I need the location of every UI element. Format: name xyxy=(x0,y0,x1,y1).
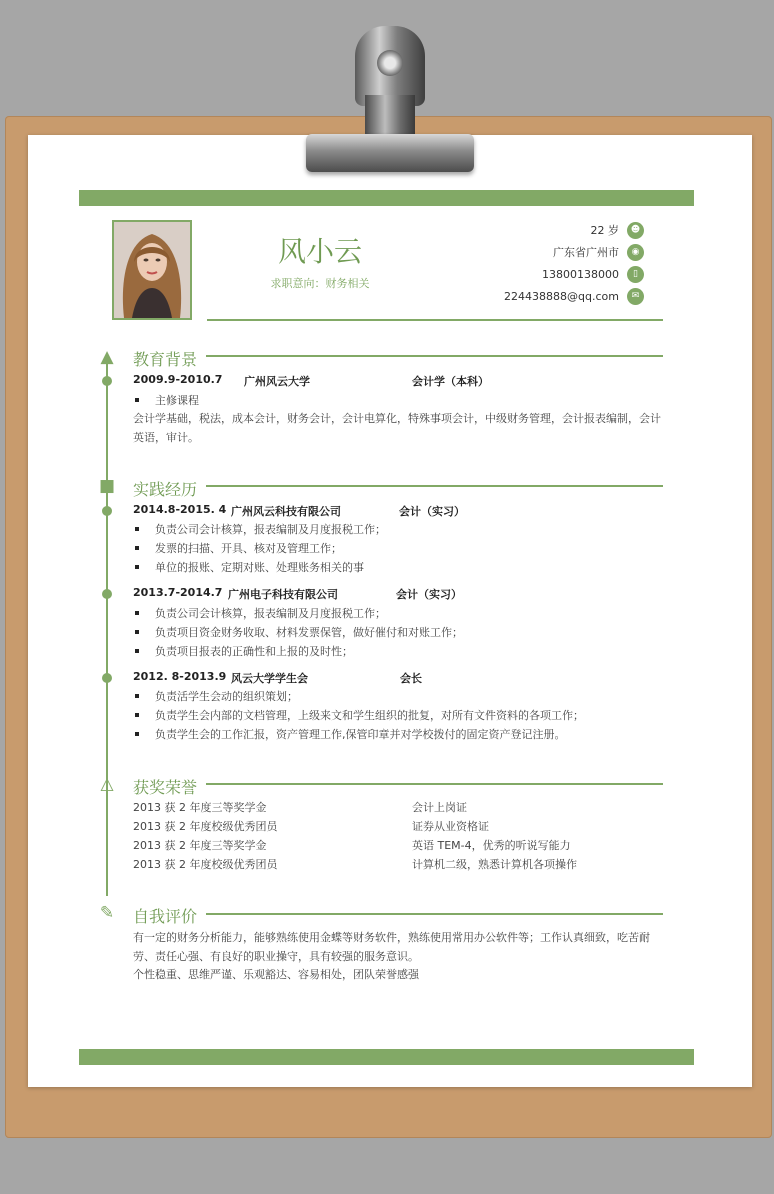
flask-icon: △ xyxy=(100,774,114,794)
award-right: 计算机二级，熟悉计算机各项操作 xyxy=(412,858,577,871)
job-date: 2012. 8-2013.9 xyxy=(133,670,227,683)
self-text-2: 个性稳重、思维严谨、乐观豁达、容易相处，团队荣誉感强 xyxy=(133,968,419,981)
section-title-education: 教育背景 xyxy=(133,350,198,369)
job-item: 负责学生会内部的文档管理，上级来文和学生组织的批复，对所有文件资料的各项工作； xyxy=(155,709,584,722)
job-date: 2014.8-2015. 4 xyxy=(133,503,227,516)
job-item: 负责公司会计核算，报表编制及月度报税工作； xyxy=(155,523,386,536)
award-right: 证券从业资格证 xyxy=(412,820,489,833)
job-item: 负责项目资金财务收取、材料发票保管，做好催付和对账工作； xyxy=(155,626,463,639)
edu-major: 会计学（本科） xyxy=(412,375,489,388)
email-text: 224438888@qq.com xyxy=(504,289,619,303)
info-age xyxy=(591,220,645,240)
self-text: 有一定的财务分析能力，能够熟练使用金蝶等财务软件，熟练使用常用办公软件等；工作认真细致，吃苦耐劳、责任心强、有良好的职业操守，具有较强的服务意识。 xyxy=(133,931,650,963)
practice-divider xyxy=(206,485,663,487)
profile-photo xyxy=(112,220,192,320)
award-left: 2013 获 2 年度校级优秀团员 xyxy=(133,820,278,833)
binder-clip-base xyxy=(306,134,474,172)
header-divider xyxy=(207,319,663,321)
timeline-dot xyxy=(102,376,112,386)
job-item: 单位的报账、定期对账、处理账务相关的事 xyxy=(155,561,364,574)
self-divider xyxy=(206,913,663,915)
edu-courses: 会计学基础，税法，成本会计，财务会计，会计电算化，特殊事项会计，中级财务管理，会计报表编制，会计英语，审计。 xyxy=(133,412,661,444)
location-text: 广东省广州市 xyxy=(553,246,619,259)
section-title-awards: 获奖荣誉 xyxy=(133,778,198,797)
bottom-band xyxy=(79,1049,694,1065)
job-date: 2013.7-2014.7 xyxy=(133,586,223,599)
info-email xyxy=(504,286,644,306)
phone-text: 13800138000 xyxy=(542,267,619,281)
award-left: 2013 获 2 年度三等奖学金 xyxy=(133,839,267,852)
job-org: 风云大学学生会 xyxy=(231,672,308,685)
award-left: 2013 获 2 年度三等奖学金 xyxy=(133,801,267,814)
user-icon: ☻ xyxy=(627,222,644,239)
job-intent: 求职意向：财务相关 xyxy=(270,277,370,290)
location-pin-icon: ◉ xyxy=(627,244,644,261)
graduation-cap-icon: ▲ xyxy=(100,347,114,367)
phone-icon: ▯ xyxy=(627,266,644,283)
job-item: 负责活学生会动的组织策划； xyxy=(155,690,298,703)
job-org: 广州电子科技有限公司 xyxy=(228,588,338,601)
job-item: 负责项目报表的正确性和上报的及时性； xyxy=(155,645,353,658)
timeline-dot xyxy=(102,506,112,516)
section-title-self: 自我评价 xyxy=(133,907,198,926)
info-location xyxy=(553,242,644,262)
edu-school: 广州风云大学 xyxy=(244,375,310,388)
edu-date: 2009.9-2010.7 xyxy=(133,373,223,386)
award-right: 会计上岗证 xyxy=(412,801,467,814)
job-role: 会长 xyxy=(400,672,422,685)
award-right: 英语 TEM-4，优秀的听说写能力 xyxy=(412,839,571,852)
profile-photo-image xyxy=(114,222,190,318)
section-title-practice: 实践经历 xyxy=(133,480,198,499)
binder-clip-hole xyxy=(377,50,403,76)
job-role: 会计（实习） xyxy=(396,588,462,601)
timeline-line xyxy=(106,362,108,896)
candidate-name: 风小云 xyxy=(277,235,362,268)
timeline-dot xyxy=(102,673,112,683)
mail-icon: ✉ xyxy=(627,288,644,305)
job-item: 发票的扫描、开具、核对及管理工作； xyxy=(155,542,342,555)
info-phone xyxy=(542,264,644,284)
education-divider xyxy=(206,355,663,357)
award-left: 2013 获 2 年度校级优秀团员 xyxy=(133,858,278,871)
job-org: 广州风云科技有限公司 xyxy=(231,505,341,518)
timeline-dot xyxy=(102,589,112,599)
edu-bullet: 主修课程 xyxy=(155,394,199,407)
job-role: 会计（实习） xyxy=(399,505,465,518)
age-text: 22 岁 xyxy=(590,224,619,237)
job-item: 负责学生会的工作汇报，资产管理工作,保管印章并对学校拨付的固定资产登记注册。 xyxy=(155,728,566,741)
edit-pencil-icon: ✎ xyxy=(99,903,115,923)
awards-divider xyxy=(206,783,663,785)
briefcase-icon: ■ xyxy=(98,476,116,496)
job-item: 负责公司会计核算，报表编制及月度报税工作； xyxy=(155,607,386,620)
top-band xyxy=(79,190,694,206)
